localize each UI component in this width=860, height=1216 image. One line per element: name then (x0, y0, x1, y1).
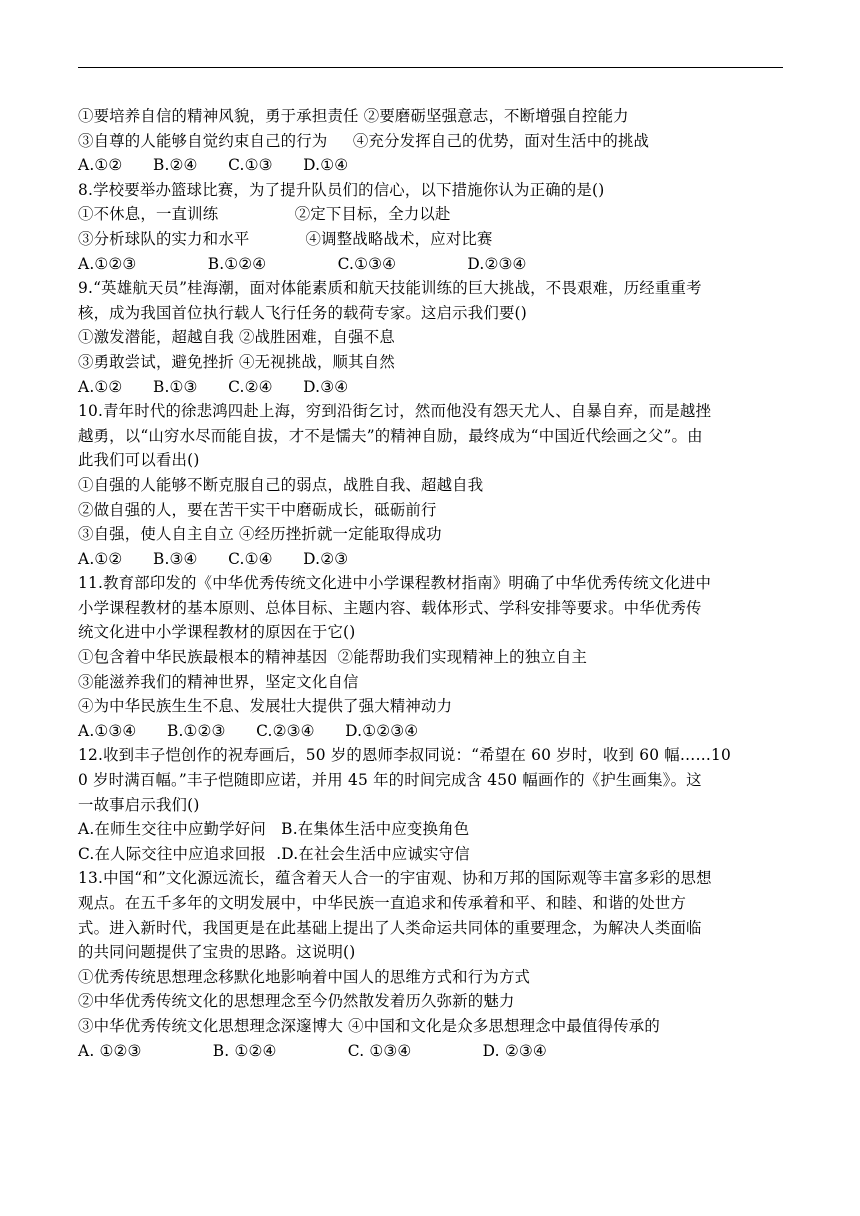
answer-options: C.在人际交往中应追求回报 .D.在社会生活中应诚实守信 (78, 844, 470, 863)
text-line: ①要培养自信的精神风貌，勇于承担责任 ②要磨砺坚强意志，不断增强自控能力 (78, 107, 629, 125)
text-line: 的共同问题提供了宝贵的思路。这说明() (78, 943, 356, 962)
answer-options: A.①②③ B.①②④ C.①③④ D.②③④ (78, 254, 527, 273)
text-line: 小学课程教材的基本原则、总体目标、主题内容、载体形式、学科安排等要求。中华优秀传 (78, 598, 702, 617)
text-line: 越勇，以“山穷水尽而能自拔，才不是懦夫”的精神自励，最终成为“中国近代绘画之父”。由 (78, 426, 703, 445)
text-line: ①不休息，一直训练 ②定下目标，全力以赴 (78, 205, 451, 224)
text-line: ④为中华民族生生不息、发展壮大提供了强大精神动力 (78, 697, 453, 716)
text-line: ③分析球队的实力和水平 ④调整战略战术，应对比赛 (78, 229, 493, 248)
text-line: 此我们可以看出() (78, 451, 200, 470)
question-9: 9.“英雄航天员”桂海潮，面对体能素质和航天技能训练的巨大挑战，不畏艰难，历经重重考 (78, 279, 702, 298)
question-11: 11.教育部印发的《中华优秀传统文化进中小学课程教材指南》明确了中华优秀传统文化进中 (78, 574, 712, 593)
text-line: 观点。在五千多年的文明发展中，中华民族一直追求和传承着和平、和睦、和谐的处世方 (78, 894, 687, 912)
answer-options: A.①② B.③④ C.①④ D.②③ (78, 549, 349, 568)
text-line: 式。进入新时代，我国更是在此基础上提出了人类命运共同体的重要理念，为解决人类面临 (78, 918, 702, 937)
text-line: ①优秀传统思想理念移默化地影响着中国人的思维方式和行为方式 (78, 967, 531, 986)
answer-options: A. ①②③ B. ①②④ C. ①③④ D. ②③④ (78, 1041, 547, 1060)
answer-options: A.①② B.①③ C.②④ D.③④ (78, 377, 349, 396)
question-13: 13.中国“和”文化源远流长，蕴含着天人合一的宇宙观、协和万邦的国际观等丰富多彩的思想 (78, 869, 712, 888)
text-line: ①激发潜能，超越自我 ②战胜困难，自强不息 (78, 328, 395, 347)
text-line: ①自强的人能够不断克服自己的弱点，战胜自我、超越自我 (78, 475, 484, 494)
question-12: 12.收到丰子恺创作的祝寿画后，50 岁的恩师李叔同说：“希望在 60 岁时，收到 60 幅……10 (78, 746, 732, 765)
header-rule (78, 67, 783, 68)
text-line: 一故事启示我们() (78, 795, 200, 814)
text-line: ②中华优秀传统文化的思想理念至今仍然散发着历久弥新的魅力 (78, 992, 515, 1011)
text-line: 统文化进中小学课程教材的原因在于它() (78, 623, 356, 642)
answer-options: A.①③④ B.①②③ C.②③④ D.①②③④ (78, 721, 419, 740)
text-line: ③自尊的人能够自觉约束自己的行为 ④充分发挥自己的优势，面对生活中的挑战 (78, 131, 650, 150)
text-line: ③中华优秀传统文化思想理念深邃博大 ④中国和文化是众多思想理念中最值得传承的 (78, 1016, 660, 1035)
document-body (78, 104, 788, 1063)
answer-options: A.在师生交往中应勤学好问 B.在集体生活中应变换角色 (78, 820, 470, 839)
text-line: 核，成为我国首位执行载人飞行任务的载荷专家。这启示我们要() (78, 303, 527, 322)
question-10: 10.青年时代的徐悲鸿四赴上海，穷到沿街乞讨，然而他没有怨天尤人、自暴自弃，而是越挫 (78, 402, 712, 421)
text-line: ③勇敢尝试，避免挫折 ④无视挑战，顺其自然 (78, 352, 395, 371)
text-line: ①包含着中华民族最根本的精神基因 ②能帮助我们实现精神上的独立自主 (78, 648, 588, 667)
text-line: ②做自强的人，要在苦干实干中磨砺成长，砥砺前行 (78, 500, 437, 519)
text-line: ③自强，使人自主自立 ④经历挫折就一定能取得成功 (78, 525, 442, 544)
text-line: ③能滋养我们的精神世界，坚定文化自信 (78, 672, 359, 691)
question-8: 8.学校要举办篮球比赛，为了提升队员们的信心，以下措施你认为正确的是() (78, 180, 605, 199)
answer-options: A.①② B.②④ C.①③ D.①④ (78, 156, 349, 175)
text-line: 0 岁时满百幅。”丰子恺随即应诺，并用 45 年的时间完成含 450 幅画作的《护生画集》。这 (78, 771, 702, 790)
